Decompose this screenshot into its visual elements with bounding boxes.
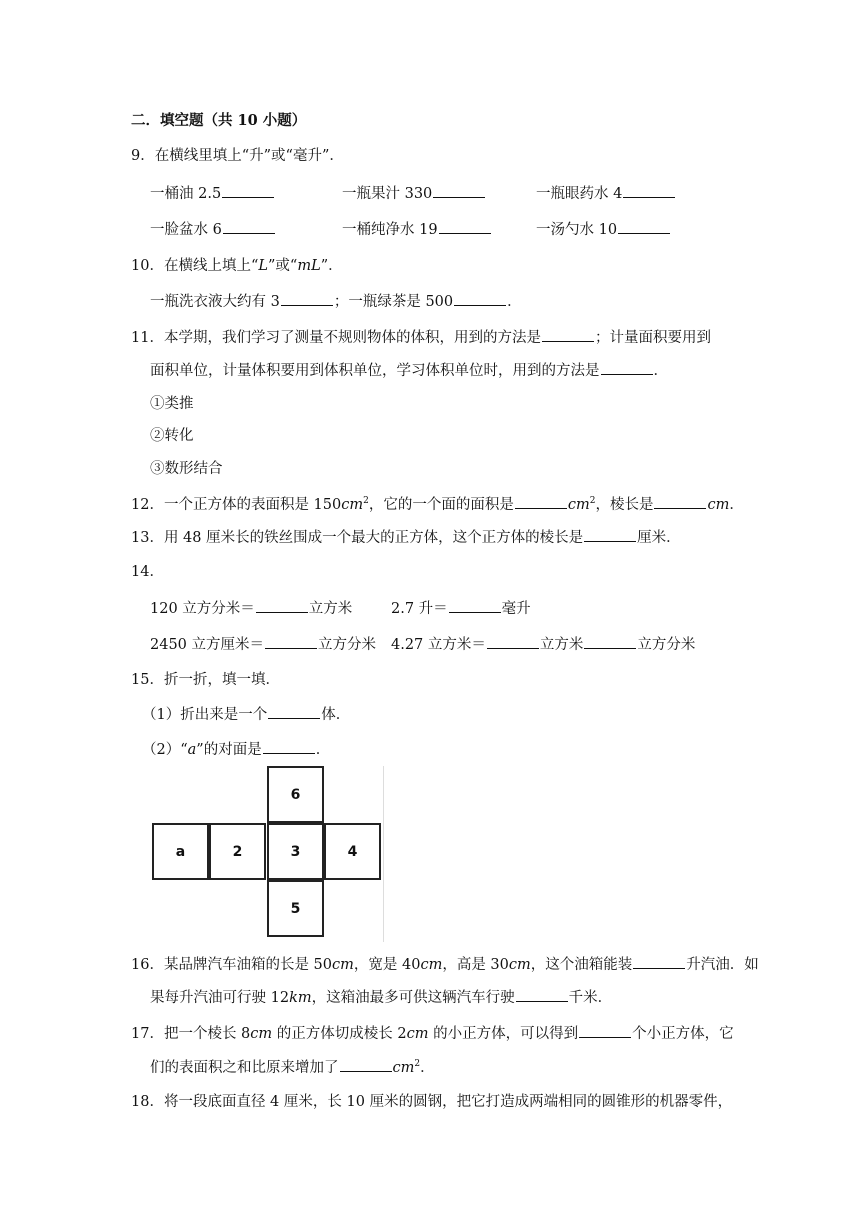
q11-option-3 <box>150 459 223 479</box>
unit-cm: cm <box>250 1026 273 1042</box>
question-text: 折一折，填一填． <box>163 672 280 688</box>
q15-part-1 <box>142 704 350 725</box>
answer-blank[interactable] <box>584 527 636 542</box>
question-text: ． <box>729 497 744 513</box>
option-text: ③数形结合 <box>150 461 223 477</box>
answer-blank[interactable] <box>340 1057 392 1072</box>
q9-item-4 <box>150 219 276 240</box>
answer-blank[interactable] <box>618 219 670 234</box>
q9-item-3 <box>536 183 676 204</box>
answer-blank[interactable] <box>222 183 274 198</box>
q9-item-label: 一桶油 2.5 <box>150 186 222 202</box>
answer-blank[interactable] <box>579 1023 631 1038</box>
q14-row-1b <box>391 598 531 619</box>
net-face-a: a <box>152 823 209 880</box>
q10-text: ． <box>507 294 522 310</box>
q14-text: 立方分米 <box>318 637 377 653</box>
question-number: 13． <box>131 530 164 546</box>
variable-a: a <box>187 742 197 758</box>
question-text: 本学期，我们学习了测量不规则物体的体积，用到的方法是 <box>163 330 541 346</box>
q9-item-1 <box>150 183 275 204</box>
q14-text: 立方分米 <box>637 637 696 653</box>
unit-cm: cm <box>508 957 531 973</box>
question-text: 面积单位，计量体积要用到体积单位，学习体积单位时，用到的方法是 <box>150 363 600 379</box>
question-text: 用 48 厘米长的铁丝围成一个最大的正方体，这个正方体的棱长是 <box>163 530 584 546</box>
answer-blank[interactable] <box>433 183 485 198</box>
unit-ml: mL <box>297 258 321 274</box>
q14-text: 4.27 立方米＝ <box>391 637 486 653</box>
answer-blank[interactable] <box>633 954 685 969</box>
question-17 <box>131 1023 734 1044</box>
question-text: 果每升汽油可行驶 12 <box>150 990 290 1006</box>
unit-cm: cm <box>707 497 730 513</box>
question-text: 们的表面积之和比原来增加了 <box>150 1060 339 1076</box>
net-face-5: 5 <box>267 880 324 937</box>
unit-cm: cm <box>341 497 364 513</box>
answer-blank[interactable] <box>439 219 491 234</box>
question-text: 在横线上填上“ <box>163 258 259 274</box>
q9-item-label: 一桶纯净水 19 <box>342 222 438 238</box>
unit-cm: cm <box>392 1060 415 1076</box>
q14-row-2 <box>150 634 376 655</box>
question-14 <box>131 562 164 582</box>
question-text: 升汽油．如 <box>686 957 759 973</box>
answer-blank[interactable] <box>542 327 594 342</box>
question-text: ． <box>420 1060 435 1076</box>
question-text: ；计量面积要用到 <box>594 330 711 346</box>
answer-blank[interactable] <box>449 598 501 613</box>
answer-blank[interactable] <box>265 634 317 649</box>
option-text: ②转化 <box>150 428 194 444</box>
unit-cm: cm <box>420 957 443 973</box>
question-11 <box>131 327 711 348</box>
question-text: 千米． <box>568 990 613 1006</box>
section-title <box>131 111 306 131</box>
question-number: 16． <box>131 957 164 973</box>
q10-text: ；一瓶绿茶是 500 <box>333 294 454 310</box>
question-text: ． <box>653 363 668 379</box>
option-text: ①类推 <box>150 396 194 412</box>
answer-blank[interactable] <box>268 704 320 719</box>
question-text: ． <box>315 742 331 758</box>
q14-text: 2450 立方厘米＝ <box>150 637 265 653</box>
net-face-3: 3 <box>267 823 324 880</box>
q16-line-2 <box>150 987 612 1008</box>
q14-text: 立方米 <box>539 637 584 653</box>
superscript: 2 <box>363 496 369 507</box>
q14-text: 2.7 升＝ <box>391 601 448 617</box>
q9-item-label: 一汤勺水 10 <box>536 222 618 238</box>
q9-item-label: 一脸盆水 6 <box>150 222 222 238</box>
question-text: ，这箱油最多可供这辆汽车行驶 <box>311 990 515 1006</box>
question-text: 的小正方体，可以得到 <box>428 1026 579 1042</box>
q17-line-2 <box>150 1057 435 1078</box>
question-text: ，高是 30 <box>442 957 509 973</box>
net-face-4: 4 <box>324 823 381 880</box>
question-number: 14． <box>131 564 164 580</box>
question-18 <box>131 1092 732 1112</box>
unit-cm: cm <box>332 957 354 973</box>
superscript: 2 <box>414 1059 421 1070</box>
q11-line-2 <box>150 360 668 381</box>
question-10 <box>131 256 343 276</box>
question-text: （1）折出来是一个 <box>142 707 268 723</box>
question-text: 某品牌汽车油箱的长是 50 <box>163 957 333 973</box>
question-text: 将一段底面直径 4 厘米，长 10 厘米的圆钢，把它打造成两端相同的圆锥形的机器零件， <box>163 1094 733 1110</box>
question-number: 17． <box>131 1026 164 1042</box>
question-text: ，它的一个面的面积是 <box>368 497 514 513</box>
question-text: （2）“ <box>142 742 188 758</box>
question-9 <box>131 146 344 166</box>
question-text: ”或“ <box>268 258 298 274</box>
question-number: 12． <box>131 497 164 513</box>
question-number: 15． <box>131 672 164 688</box>
question-text: ”． <box>320 258 343 274</box>
question-text: 体． <box>321 707 351 723</box>
question-text: ，宽是 40 <box>353 957 421 973</box>
net-face-top: 6 <box>267 766 324 823</box>
question-text: 个小正方体，它 <box>632 1026 734 1042</box>
q14-row-1 <box>150 598 352 619</box>
answer-blank[interactable] <box>654 494 706 509</box>
q11-option-1 <box>150 394 194 414</box>
net-face-2: 2 <box>209 823 266 880</box>
question-text: 厘米． <box>637 530 681 546</box>
question-text: ，棱长是 <box>595 497 654 513</box>
question-13 <box>131 527 681 548</box>
answer-blank[interactable] <box>223 219 275 234</box>
question-15 <box>131 670 280 690</box>
answer-blank[interactable] <box>487 634 539 649</box>
q9-item-5 <box>342 219 492 240</box>
q9-item-label: 一瓶眼药水 4 <box>536 186 623 202</box>
answer-blank[interactable] <box>256 598 308 613</box>
question-text: 把一个棱长 8 <box>163 1026 251 1042</box>
question-number: 18． <box>131 1094 164 1110</box>
question-text: 一个正方体的表面积是 150 <box>163 497 342 513</box>
q10-text: 一瓶洗衣液大约有 3 <box>150 294 280 310</box>
q14-text: 毫升 <box>501 601 531 617</box>
question-12 <box>131 494 744 515</box>
answer-blank[interactable] <box>515 494 567 509</box>
question-text: ，这个油箱能装 <box>530 957 633 973</box>
q11-option-2 <box>150 426 194 446</box>
answer-blank[interactable] <box>601 360 653 375</box>
question-number: 9． <box>131 148 155 164</box>
question-text: 在横线里填上“升”或“毫升”． <box>154 148 344 164</box>
unit-cm: cm <box>406 1026 429 1042</box>
q15-part-2 <box>142 739 330 760</box>
section-title-text: 二．填空题（共 10 小题） <box>131 112 307 129</box>
q10-line <box>150 291 522 312</box>
question-number: 10． <box>131 258 164 274</box>
q9-item-6 <box>536 219 671 240</box>
question-16 <box>131 954 759 975</box>
cube-net-figure <box>152 766 384 942</box>
q14-text: 立方米 <box>308 601 353 617</box>
question-text: ”的对面是 <box>196 742 262 758</box>
answer-blank[interactable] <box>584 634 636 649</box>
superscript: 2 <box>589 496 596 507</box>
q9-item-label: 一瓶果汁 330 <box>342 186 433 202</box>
answer-blank[interactable] <box>263 739 315 754</box>
unit-cm: cm <box>567 497 590 513</box>
question-text: 的正方体切成棱长 2 <box>272 1026 407 1042</box>
answer-blank[interactable] <box>623 183 675 198</box>
q14-row-2b <box>391 634 695 655</box>
answer-blank[interactable] <box>454 291 506 306</box>
question-number: 11． <box>131 330 164 346</box>
figure-edge <box>383 766 384 942</box>
q9-item-2 <box>342 183 486 204</box>
unit-km: km <box>289 990 312 1006</box>
q14-text: 120 立方分米＝ <box>150 601 255 617</box>
answer-blank[interactable] <box>516 987 568 1002</box>
unit-l: L <box>258 258 269 274</box>
answer-blank[interactable] <box>281 291 333 306</box>
